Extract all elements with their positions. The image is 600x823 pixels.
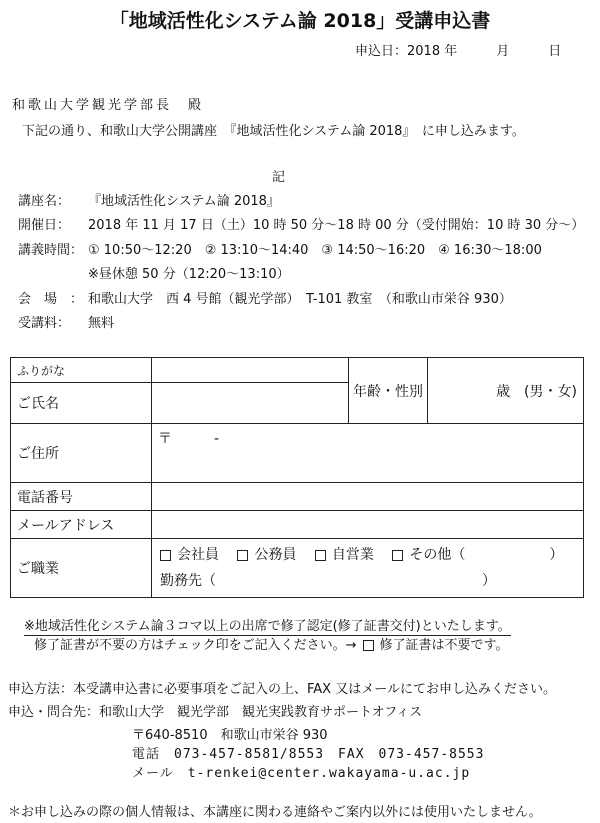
age-gender-label: 年齢・性別: [349, 358, 428, 424]
name-field[interactable]: [152, 383, 349, 424]
job-option-other[interactable]: その他（ ）: [392, 547, 563, 563]
age-gender-field[interactable]: 歳 (男・女): [428, 358, 584, 424]
job-option-public[interactable]: 公務員: [237, 547, 296, 563]
venue-label: 会 場 ：: [18, 292, 84, 307]
inquiry-mail: メール t-renkei@center.wakayama-u.ac.jp: [132, 766, 471, 781]
ki-heading: 記: [272, 170, 286, 185]
checkbox-icon[interactable]: [160, 550, 171, 561]
address-label: ご住所: [11, 424, 152, 483]
time-label: 講義時間：: [18, 243, 84, 258]
completion-note: ※地域活性化システム論３コマ以上の出席で修了認定(修了証書交付)といたします。: [24, 615, 511, 636]
name-label: ご氏名: [11, 383, 152, 424]
addressee: 和歌山大学観光学部長 殿: [12, 98, 205, 113]
job-option-company[interactable]: 会社員: [160, 547, 219, 563]
privacy-note: ＊お申し込みの際の個人情報は、本講座に関わる連絡やご案内以外には使用いたしません。: [8, 805, 542, 820]
furigana-label: ふりがな: [11, 358, 152, 383]
fee-label: 受講料：: [18, 316, 71, 331]
inquiry-address: 〒640-8510 和歌山市栄谷 930: [132, 728, 328, 743]
fee-value: 無料: [88, 316, 115, 331]
postal-mark: 〒 -: [158, 431, 220, 447]
phone-label: 電話番号: [11, 483, 152, 511]
application-form: [10, 357, 584, 598]
email-label: メールアドレス: [11, 511, 152, 539]
email-field[interactable]: [152, 511, 584, 539]
date-value: 2018 年 11 月 17 日（土）10 時 50 分～18 時 00 分（受付開始：10 時 30 分～）: [88, 218, 585, 233]
checkbox-icon[interactable]: [315, 550, 326, 561]
occupation-field[interactable]: [152, 539, 584, 598]
furigana-field[interactable]: [152, 358, 349, 383]
checkbox-icon[interactable]: [392, 550, 403, 561]
venue-value: 和歌山大学 西 4 号館（観光学部） T-101 教室 （和歌山市栄谷 930）: [88, 292, 512, 307]
checkbox-icon[interactable]: [237, 550, 248, 561]
document-title: 「地域活性化システム論 2018」受講申込書: [109, 10, 491, 32]
time-value: ① 10:50～12:20 ② 13:10～14:40 ③ 14:50～16:20 ④ 16:30～18:00: [88, 243, 542, 258]
course-label: 講座名：: [18, 194, 71, 209]
phone-field[interactable]: [152, 483, 584, 511]
break-value: ※昼休憩 50 分（12:20～13:10）: [88, 267, 290, 282]
application-date: 申込日：2018 年 月 日: [355, 44, 562, 59]
inquiry-tel: 電話 073-457-8581/8553 FAX 073-457-8553: [132, 747, 485, 762]
occupation-label: ご職業: [11, 539, 152, 598]
date-label: 開催日：: [18, 218, 71, 233]
certificate-optout: 修了証書が不要の方はチェック印をご記入ください。→ 修了証書は不要です。: [34, 638, 509, 653]
apply-method: 申込方法：本受講申込書に必要事項をご記入の上、FAX 又はメールにてお申し込みください。: [8, 682, 556, 697]
course-value: 『地域活性化システム論 2018』: [88, 194, 280, 209]
optout-checkbox-icon[interactable]: [363, 640, 374, 651]
address-field[interactable]: [152, 424, 584, 483]
job-option-self[interactable]: 自営業: [315, 547, 374, 563]
workplace-field[interactable]: 勤務先（ ）: [160, 573, 496, 589]
intro-text: 下記の通り、和歌山大学公開講座 『地域活性化システム論 2018』 に申し込みます。: [22, 124, 525, 139]
inquiry-label: 申込・問合先：和歌山大学 観光学部 観光実践教育サポートオフィス: [8, 705, 423, 720]
